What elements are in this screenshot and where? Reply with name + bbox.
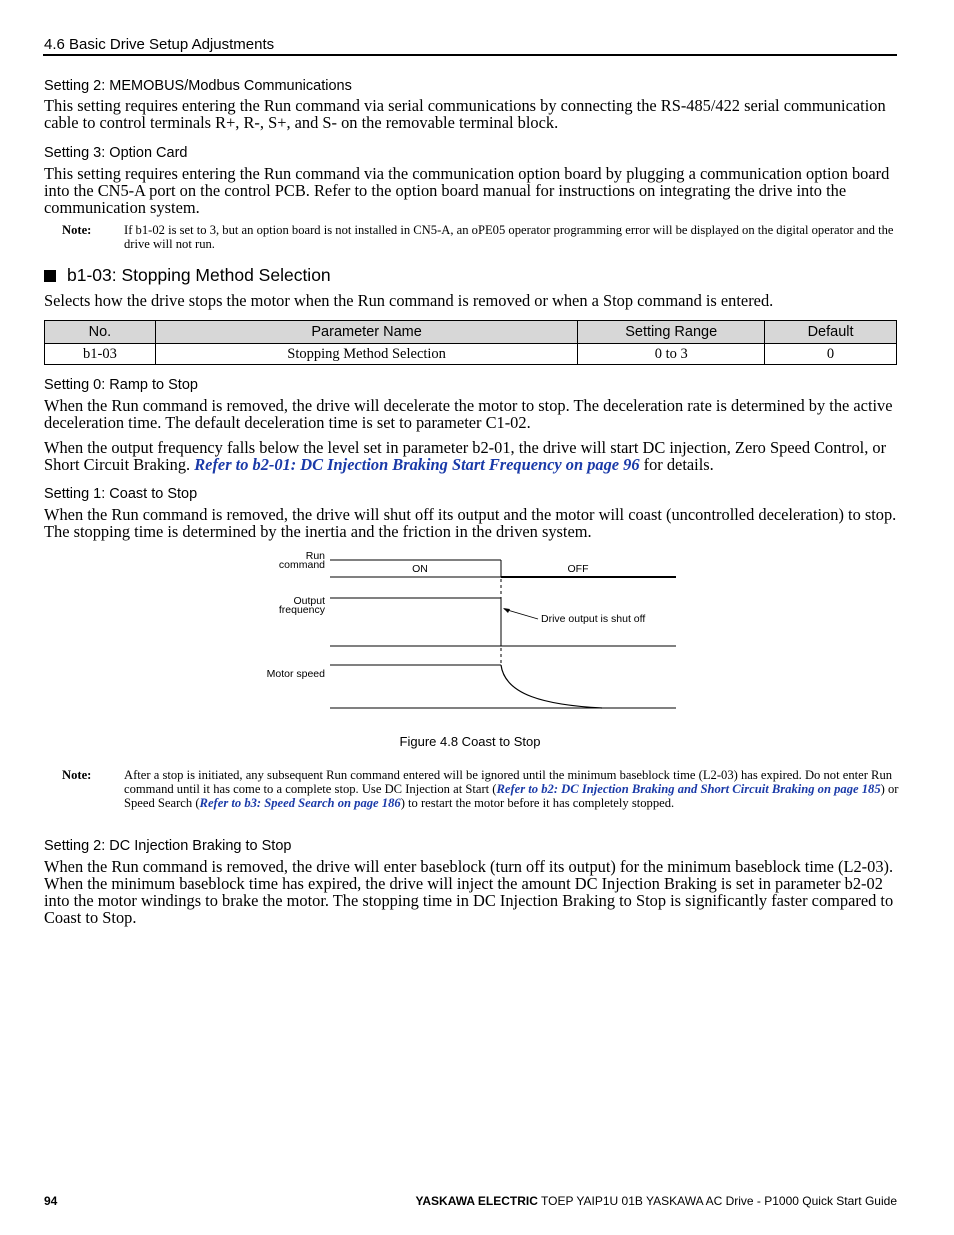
b103-intro: Selects how the drive stops the motor when the Run command is removed or when a Stop command is entered. xyxy=(44,291,774,310)
fig-label-command: command xyxy=(278,559,325,571)
setting0-body-1: When the Run command is removed, the drive will decelerate the motor to stop. The deceleration rate is determined by the active deceleration time. The default deceleration time is set to parameter C1-02. xyxy=(44,396,893,432)
section-header: 4.6 Basic Drive Setup Adjustments xyxy=(44,36,275,53)
setting1-heading: Setting 1: Coast to Stop xyxy=(44,486,198,502)
link-b3[interactable]: Refer to b3: Speed Search on page 186 xyxy=(199,796,401,810)
footer-doc: YASKAWA ELECTRIC TOEP YAIP1U 01B YASKAWA AC Drive - P1000 Quick Start Guide xyxy=(415,1194,897,1208)
table-cell: 0 to 3 xyxy=(578,344,765,365)
fig-label-output: Output xyxy=(293,595,325,607)
link-b201[interactable]: Refer to b2-01: DC Injection Braking Start Frequency on page 96 xyxy=(194,455,640,474)
fig-label-motor: Motor speed xyxy=(266,668,325,680)
table-header: Parameter Name xyxy=(155,321,577,344)
setting2-heading: Setting 2: MEMOBUS/Modbus Communications xyxy=(44,78,352,94)
note2-label: Note: xyxy=(62,768,92,782)
annotation-arrow-icon xyxy=(503,608,510,613)
table-header: No. xyxy=(45,321,156,344)
fig-off-label: OFF xyxy=(567,563,589,575)
setting0-body-2: When the output frequency falls below the level set in parameter b2-01, the drive will start DC injection, Zero Speed Control, or Short Circuit Braking. Refer to b2-01: DC Injection Braking Start Frequency on page 96 for details. xyxy=(44,438,887,474)
table-cell: b1-03 xyxy=(45,344,156,365)
fig-annotation: Drive output is shut off xyxy=(541,613,646,625)
table-cell: 0 xyxy=(765,344,897,365)
note-label: Note: xyxy=(62,223,92,237)
note2-text: After a stop is initiated, any subsequent Run command entered will be ignored until the minimum baseblock time (L2-03) has expired. Do not enter Run command until it has come to a complete stop. Use DC Injection at Start (Refer to b2: DC Injection Braking and Short Circuit Braking on page 185) or Speed Search (Refer to b3: Speed Search on page 186) to restart the motor before it has completely stopped. xyxy=(124,768,899,810)
table-header: Default xyxy=(765,321,897,344)
setting1-body: When the Run command is removed, the drive will shut off its output and the motor will coast (uncontrolled deceleration) to stop. The stopping time is determined by the inertia and the friction in the driven system. xyxy=(44,505,897,541)
motor-coast-curve xyxy=(501,665,602,708)
note-text: If b1-02 is set to 3, but an option board is not installed in CN5-A, an oPE05 operator programming error will be displayed on the digital operator and the drive will not run. xyxy=(124,223,894,251)
link-b2[interactable]: Refer to b2: DC Injection Braking and Short Circuit Braking on page 185 xyxy=(496,782,881,796)
table-cell: Stopping Method Selection xyxy=(155,344,577,365)
setting2dc-heading: Setting 2: DC Injection Braking to Stop xyxy=(44,838,292,854)
fig-on-label: ON xyxy=(412,563,428,575)
setting3-body: This setting requires entering the Run command via the communication option board by plugging a communication option board into the CN5-A port on the control PCB. Refer to the option board manual for instructions on integrating the drive into the communication system. xyxy=(44,164,890,217)
fig-label-frequency: frequency xyxy=(278,604,325,616)
setting0-heading: Setting 0: Ramp to Stop xyxy=(44,377,198,393)
page-number: 94 xyxy=(44,1194,58,1208)
b103-heading: b1-03: Stopping Method Selection xyxy=(44,265,331,286)
setting2-body: This setting requires entering the Run command via serial communications by connecting the RS-485/422 serial communication cable to control terminals R+, R-, S+, and S- on the removable terminal block. xyxy=(44,96,886,132)
fig-label-run: Run xyxy=(305,550,325,562)
figure-caption: Figure 4.8 Coast to Stop xyxy=(399,734,541,749)
setting3-heading: Setting 3: Option Card xyxy=(44,145,188,161)
setting2dc-body: When the Run command is removed, the drive will enter baseblock (turn off its output) for the minimum baseblock time (L2-03). When the minimum baseblock time has expired, the drive will inject the amount DC Injection Braking is set in parameter b2-02 into the motor windings to brake the motor. The stopping time in DC Injection Braking to Stop is significantly faster compared to Coast to Stop. xyxy=(44,857,894,927)
table-header: Setting Range xyxy=(578,321,765,344)
